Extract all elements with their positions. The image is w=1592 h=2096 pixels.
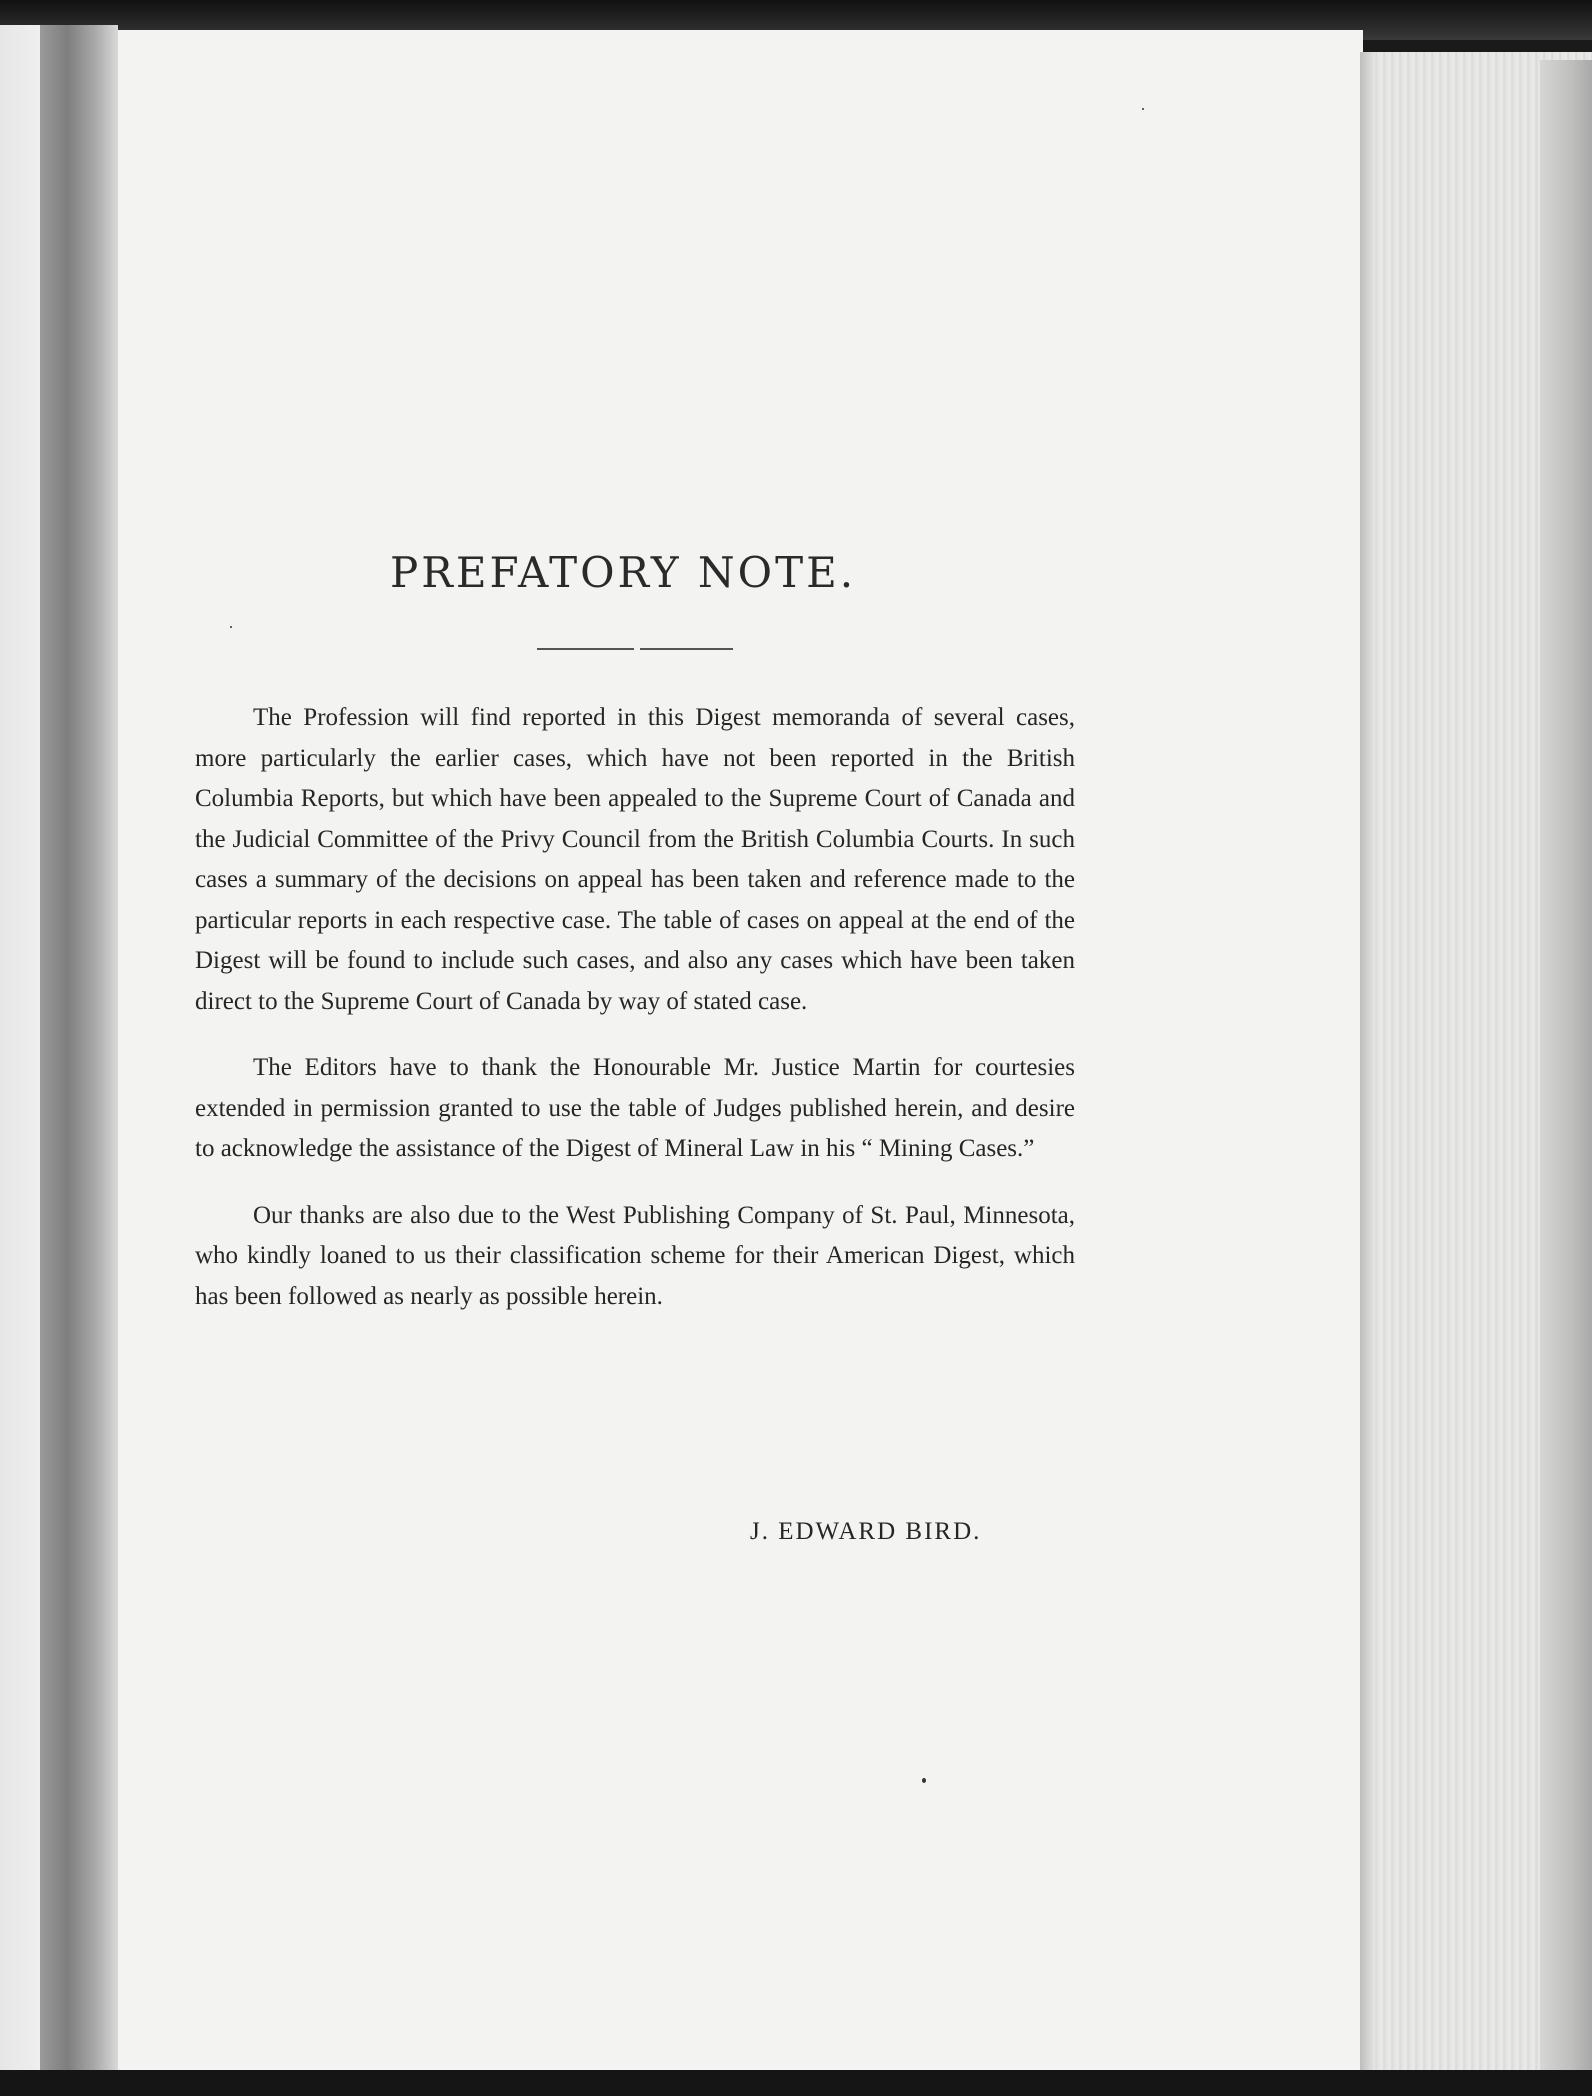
- page-title: PREFATORY NOTE.: [390, 548, 857, 597]
- paper-speck: [230, 626, 232, 628]
- body-text: [195, 698, 1075, 1343]
- title-rule-left: [537, 648, 634, 650]
- paragraph-publisher-thanks: Our thanks are also due to the West Publishing Company of St. Paul, Minnesota, who kindly loaned to us their classification scheme for their American Digest, which has been followed as nearly as possible herein.: [195, 1201, 1075, 1310]
- paragraph-editors-thanks: The Editors have to thank the Honourable Mr. Justice Martin for courtesies extended in permission granted to use the table of Judges published herein, and desire to acknowledge the assistance of the Digest of Mineral Law in his “ Mining Cases.”: [195, 1054, 1075, 1162]
- paper-speck: [1142, 108, 1144, 110]
- paper-speck: [922, 1778, 926, 1783]
- page-stack-outer-edge: [1540, 60, 1592, 2070]
- book-gutter: [40, 25, 118, 2075]
- signature: J. EDWARD BIRD.: [750, 1518, 982, 1545]
- scan-bottom-edge: [0, 2070, 1592, 2096]
- paragraph-cases-on-appeal: The Profession will find reported in this Digest memoranda of several cases, more particularly the earlier cases, which have not been reported in the British Columbia Reports, but which have been appealed to the Supreme Court of Canada and the Judicial Committee of the Privy Council from the British Columbia Courts. In such cases a summary of the decisions on appeal has been taken and reference made to the particular reports in each respective case. The table of cases on appeal at the end of the Digest will be found to include such cases, and also any cases which have been taken direct to the Supreme Court of Canada by way of stated case.: [195, 704, 1075, 1015]
- page-edge-shadow: [1360, 52, 1374, 2072]
- title-rule-right: [640, 648, 733, 650]
